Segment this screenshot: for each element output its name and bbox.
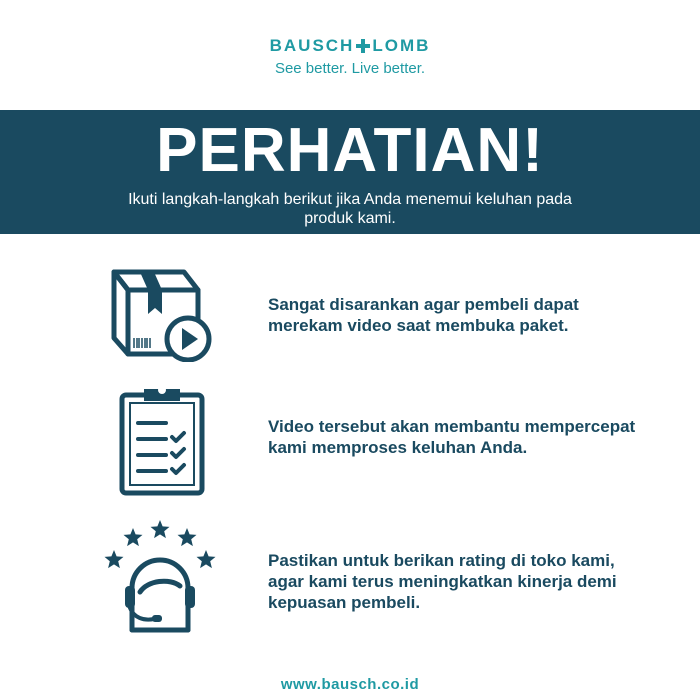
- website-link[interactable]: www.bausch.co.id: [280, 676, 420, 693]
- list-item: [0, 383, 700, 493]
- attention-banner: [0, 110, 700, 234]
- brand-logo: [0, 36, 700, 77]
- brand-tagline: See better. Live better.: [274, 60, 426, 77]
- brand-name-left: BAUSCH: [269, 36, 355, 55]
- banner-subtitle: Ikuti langkah-langkah berikut jika Anda menemui keluhan pada produk kami.: [128, 191, 572, 227]
- brand-name-right: LOMB: [372, 36, 431, 55]
- banner-title: PERHATIAN!: [156, 116, 544, 185]
- item-text: Pastikan untuk berikan rating di toko kami, agar kami terus meningkatkan kinerja demi kepuasan pembeli.: [268, 551, 617, 612]
- item-text: Sangat disarankan agar pembeli dapat merekam video saat membuka paket.: [268, 295, 579, 335]
- list-item: [0, 262, 700, 372]
- clipboard-checklist-icon: [100, 383, 220, 493]
- brand-wordmark: [270, 36, 431, 56]
- plus-icon: [356, 39, 370, 53]
- customer-service-rating-icon: [100, 518, 220, 628]
- package-video-icon: [100, 262, 220, 372]
- item-text: Video tersebut akan membantu mempercepat kami memproses keluhan Anda.: [268, 417, 636, 457]
- list-item: [0, 518, 700, 628]
